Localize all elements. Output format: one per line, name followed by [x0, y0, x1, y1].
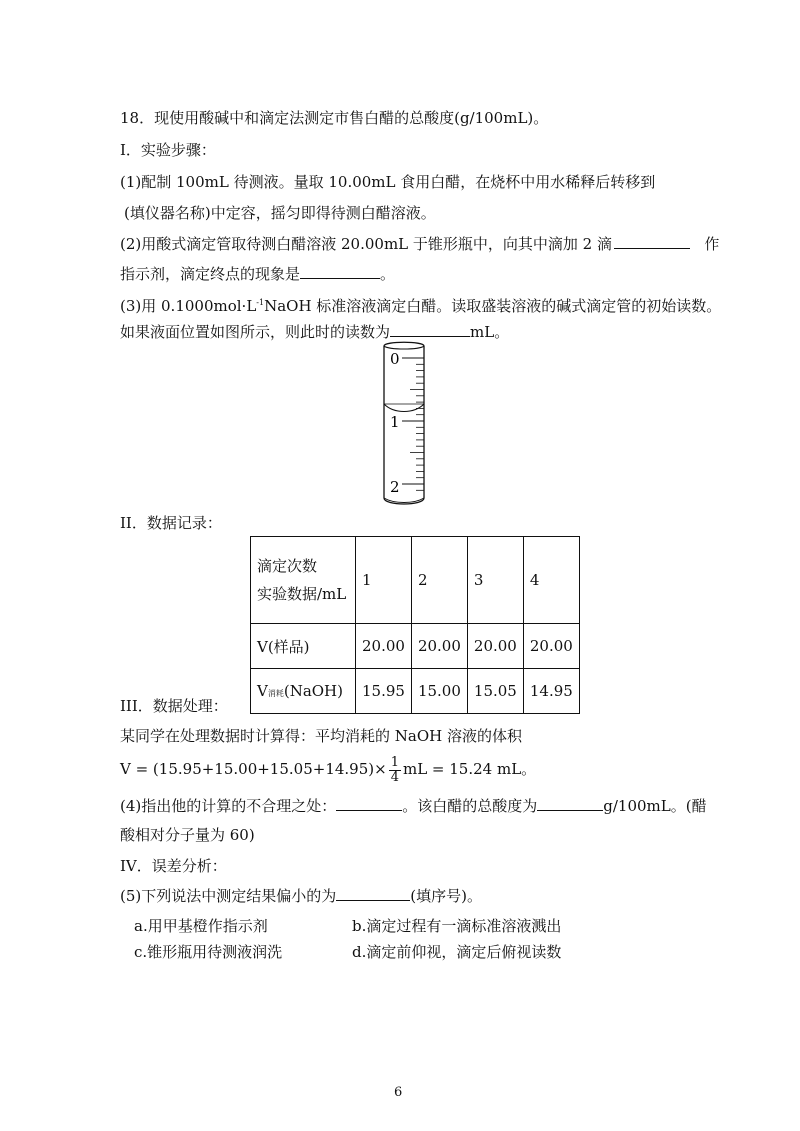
step2-line2-end: 。 [380, 265, 396, 283]
naoh-volume-4: 14.95 [523, 669, 579, 714]
step1-line1: (1)配制 100mL 待测液。量取 10.00mL 食用白醋，在烧杯中用水稀释后转移到 [120, 173, 656, 191]
sample-volume-label: V(样品) [251, 624, 356, 669]
header-data-label: 实验数据/mL [257, 585, 347, 603]
burette-label-0: 0 [390, 350, 400, 368]
answer-blank[interactable] [336, 886, 410, 901]
fraction-denominator: 4 [390, 769, 399, 785]
option-a: a.用甲基橙作指示剂 [134, 917, 268, 935]
burette-meniscus [384, 404, 424, 412]
step2-line2-text: 指示剂，滴定终点的现象是 [120, 265, 301, 283]
step3-line2-end: mL。 [470, 323, 510, 341]
step3-text-a: (3)用 0.1000mol·L [120, 297, 257, 315]
naoh-label-subscript: 消耗 [267, 689, 284, 698]
naoh-volume-label: V消耗(NaOH) [251, 669, 356, 714]
processing-formula [120, 752, 536, 786]
section-error-heading: IV．误差分析： [120, 857, 227, 875]
naoh-volume-2: 15.00 [411, 669, 467, 714]
table-row [251, 669, 580, 714]
question-title: 18．现使用酸碱中和滴定法测定市售白醋的总酸度(g/100mL)。 [120, 109, 549, 127]
acidity-blank[interactable] [537, 796, 603, 811]
header-trials-label: 滴定次数 [257, 557, 318, 575]
unreasonable-blank[interactable] [336, 796, 402, 811]
endpoint-blank[interactable] [300, 264, 380, 279]
formula-part-a: V = (15.95+15.00+15.05+14.95)× [120, 760, 387, 778]
trial-4: 4 [523, 537, 579, 624]
q4-line1 [120, 796, 707, 816]
q4-line2: 酸相对分子量为 60) [120, 826, 255, 844]
section-steps-heading: I．实验步骤： [120, 141, 216, 159]
formula-part-b: mL = 15.24 mL。 [402, 760, 537, 778]
sample-volume-2: 20.00 [411, 624, 467, 669]
trial-1: 1 [356, 537, 412, 624]
step2-line1 [120, 234, 719, 254]
q4-text-c: g/100mL。(醋 [603, 797, 707, 815]
q5-text-a: (5)下列说法中测定结果偏小的为 [120, 887, 337, 905]
burette-top-ellipse [384, 346, 424, 349]
step3-line1 [120, 293, 721, 316]
naoh-volume-3: 15.05 [467, 669, 523, 714]
option-b: b.滴定过程有一滴标准溶液溅出 [352, 917, 562, 935]
q5-text-b: (填序号)。 [410, 887, 482, 905]
indicator-blank[interactable] [614, 234, 690, 249]
table-header-row [251, 537, 580, 624]
sample-volume-3: 20.00 [467, 624, 523, 669]
sample-volume-4: 20.00 [523, 624, 579, 669]
page-number: 6 [394, 1085, 403, 1100]
option-c: c.锥形瓶用待测液润洗 [134, 943, 283, 961]
q4-text-b: 。该白醋的总酸度为 [402, 797, 538, 815]
burette-label-2: 2 [390, 478, 400, 496]
step1-line2-text: (填仪器名称)中定容，摇匀即得待测白醋溶液。 [124, 204, 436, 222]
burette-scale [402, 358, 424, 490]
option-d: d.滴定前仰视，滴定后俯视读数 [352, 943, 562, 961]
step2-line1-end: 作 [704, 235, 720, 253]
step3-text-b: NaOH 标准溶液滴定白醋。读取盛装溶液的碱式滴定管的初始读数。 [264, 297, 722, 315]
step3-superscript: -1 [256, 298, 265, 307]
step3-line2 [120, 322, 509, 342]
fraction-quarter [389, 756, 401, 785]
q4-text-a: (4)指出他的计算的不合理之处： [120, 797, 337, 815]
table-row [251, 624, 580, 669]
step3-line2-text: 如果液面位置如图所示，则此时的读数为 [120, 323, 391, 341]
section-processing-heading: III．数据处理： [120, 697, 228, 715]
sample-volume-1: 20.00 [356, 624, 412, 669]
step2-line1-text: (2)用酸式滴定管取待测白醋溶液 20.00mL 于锥形瓶中，向其中滴加 2 滴 [120, 235, 612, 253]
table-header-cell [251, 537, 356, 624]
processing-intro: 某同学在处理数据时计算得：平均消耗的 NaOH 溶液的体积 [120, 727, 522, 745]
trial-3: 3 [467, 537, 523, 624]
step2-line2 [120, 264, 395, 284]
fraction-numerator: 1 [390, 754, 399, 770]
trial-2: 2 [411, 537, 467, 624]
data-table [250, 536, 580, 714]
burette-label-1: 1 [390, 413, 400, 431]
naoh-volume-1: 15.95 [356, 669, 412, 714]
step1-line2 [120, 203, 436, 223]
q5-stem [120, 886, 482, 906]
section-data-heading: II．数据记录： [120, 514, 222, 532]
burette-diagram [360, 338, 450, 508]
reading-blank[interactable] [390, 322, 470, 337]
